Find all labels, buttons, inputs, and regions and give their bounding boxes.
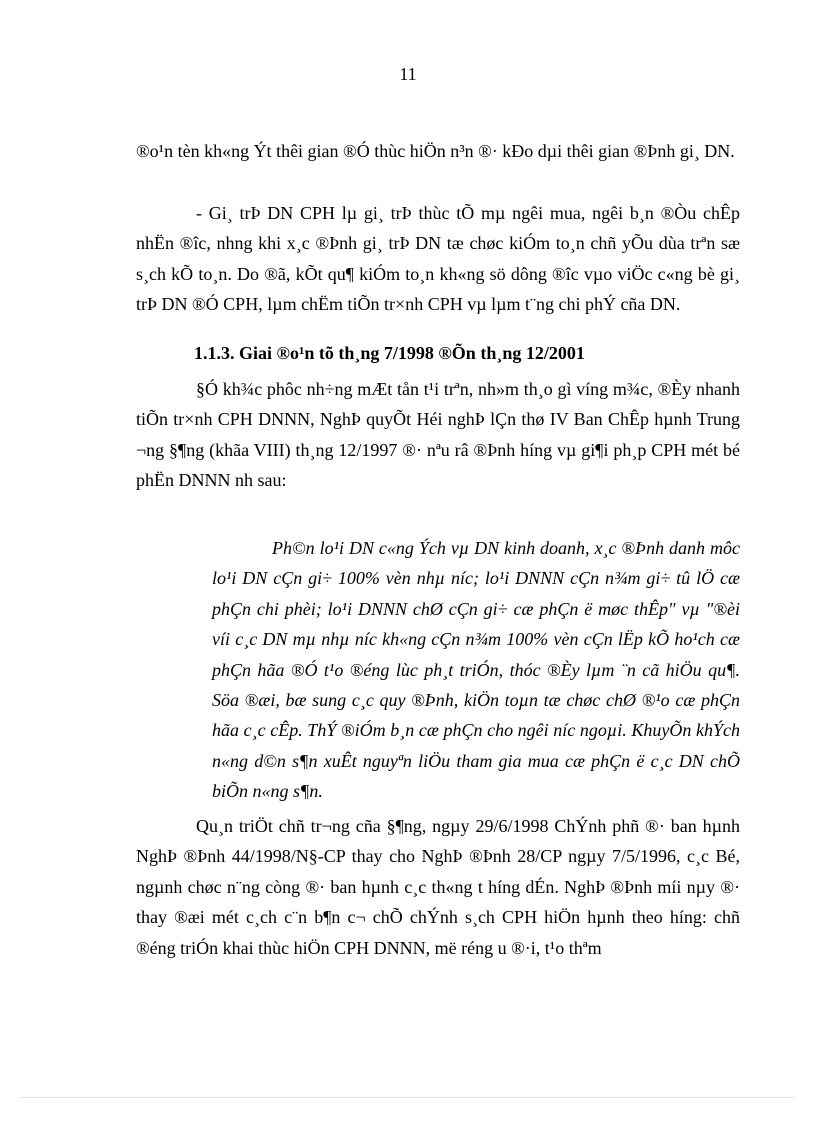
page-number: 11 [399, 64, 417, 84]
paragraph-3-text: §Ó kh¾c phôc nh÷ng mÆt tån t¹i trªn, nh»m th¸o gì víng m¾c, ®Èy nhanh tiÕn tr×nh CPH DNNN, NghÞ quyÕt Héi nghÞ lÇn thø IV Ban ChÊp hµnh Trung ¬ng §¶ng (khãa VIII) th¸ng 12/1997 ®· nªu râ ®Þnh híng vµ gi¶i ph¸p CPH mét bé phËn DNNN nh sau: [136, 379, 740, 491]
paragraph-3 [136, 374, 740, 496]
section-heading: 1.1.3. Giai ®o¹n tõ th¸ng 7/1998 ®Õn th¸ng 12/2001 [194, 343, 585, 363]
paragraph-2-text: - Gi¸ trÞ DN CPH lµ gi¸ trÞ thùc tÕ mµ ngêi mua, ngêi b¸n ®Òu chÊp nhËn ®îc, nhng khi x¸c ®Þnh gi¸ trÞ DN tæ chøc kiÓm to¸n chñ yÕu dùa trªn sæ s¸ch kÕ to¸n. Do ®ã, kÕt qu¶ kiÓm to¸n kh«ng sö dông ®îc vµo viÖc c«ng bè gi¸ trÞ DN ®Ó CPH, lµm chËm tiÕn tr×nh CPH vµ lµm t¨ng chi phÝ cña DN. [136, 203, 740, 315]
paragraph-1 [136, 136, 740, 166]
paragraph-4 [136, 811, 740, 963]
block-quote [212, 533, 740, 807]
paragraph-4-text: Qu¸n triÖt chñ tr¬ng cña §¶ng, ngµy 29/6/1998 ChÝnh phñ ®· ban hµnh NghÞ ®Þnh 44/1998/N§-CP thay cho NghÞ ®Þnh 28/CP ngµy 7/5/1996, c¸c Bé, ngµnh chøc n¨ng còng ®· ban hµnh c¸c th«ng t híng dÉn. NghÞ ®Þnh míi nµy ®· thay ®æi mét c¸ch c¨n b¶n c¬ chÕ chÝnh s¸ch CPH hiÖn hµnh theo híng: chñ ®éng triÓn khai thùc hiÖn CPH DNNN, më réng u ®·i, t¹o thªm [136, 816, 740, 958]
paragraph-2 [136, 198, 740, 320]
block-quote-text: Ph©n lo¹i DN c«ng Ých vµ DN kinh doanh, x¸c ®Þnh danh môc lo¹i DN cÇn gi÷ 100% vèn nhµ níc; lo¹i DNNN cÇn n¾m gi÷ tû lÖ cæ phÇn chi phèi; lo¹i DNNN chØ cÇn gi÷ cæ phÇn ë møc thÊp" vµ "®èi víi c¸c DN mµ nhµ níc kh«ng cÇn n¾m 100% vèn cÇn lËp kÕ ho¹ch cæ phÇn hãa ®Ó t¹o ®éng lùc ph¸t triÓn, thóc ®Èy lµm ¨n cã hiÖu qu¶. Söa ®æi, bæ sung c¸c quy ®Þnh, kiÖn toµn tæ chøc chØ ®¹o cæ phÇn hãa c¸c cÊp. ThÝ ®iÓm b¸n cæ phÇn cho ngêi níc ngoµi. KhuyÕn khÝch n«ng d©n s¶n xuÊt nguyªn liÖu tham gia mua cæ phÇn ë c¸c DN chÕ biÕn n«ng s¶n. [212, 538, 740, 802]
paragraph-1-text: ®o¹n tèn kh«ng Ýt thêi gian ®Ó thùc hiÖn n³n ®· kÐo dµi thêi gian ®Þnh gi¸ DN. [136, 141, 735, 161]
page-bottom-divider [20, 1097, 796, 1098]
